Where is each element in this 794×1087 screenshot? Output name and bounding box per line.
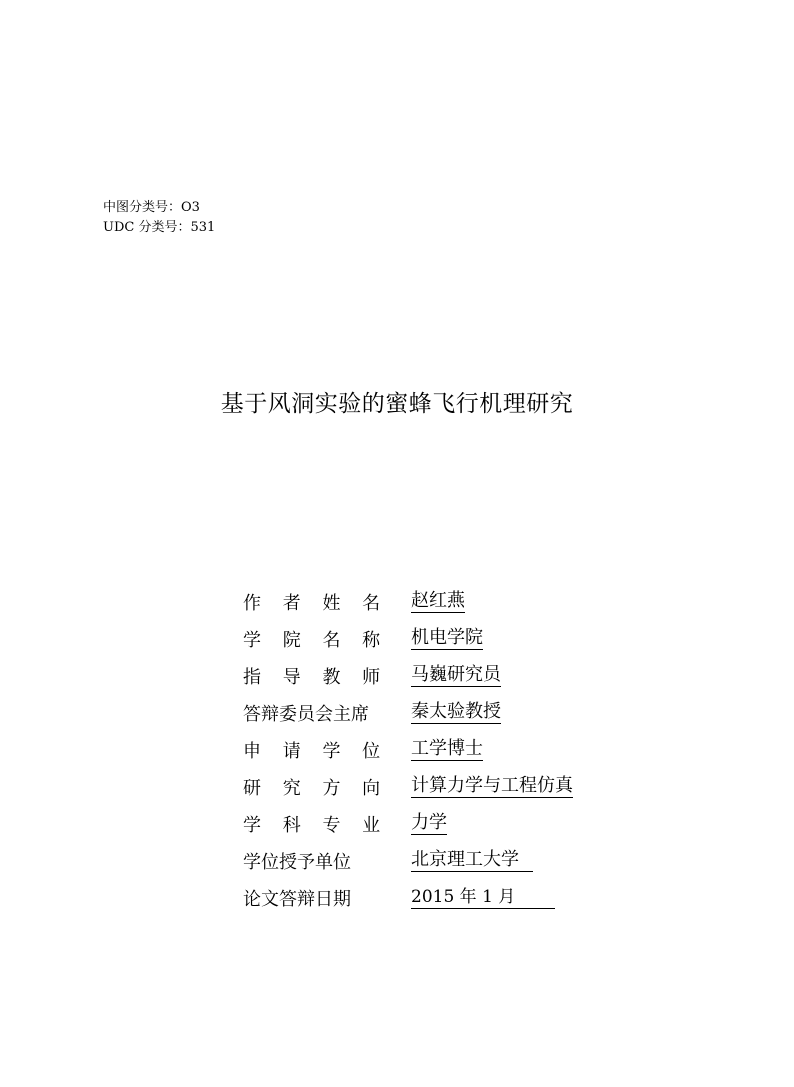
author-value: 赵红燕 bbox=[411, 589, 465, 611]
committee-chair-label: 答辩委员会主席 bbox=[243, 703, 369, 725]
info-row-degree-grantor bbox=[243, 842, 573, 879]
info-row-degree bbox=[243, 731, 573, 768]
info-row-defense-date bbox=[243, 879, 573, 916]
info-row-committee-chair bbox=[243, 694, 573, 731]
thesis-title: 基于风洞实验的蜜蜂飞行机理研究 bbox=[220, 391, 574, 417]
school-label: 学 院 名 称 bbox=[243, 629, 389, 651]
thesis-info-table bbox=[243, 583, 573, 916]
clc-classification-number: 中图分类号：O3 bbox=[103, 200, 200, 215]
info-row-research-direction bbox=[243, 768, 573, 805]
defense-date-label: 论文答辩日期 bbox=[243, 888, 351, 910]
degree-grantor-label: 学位授予单位 bbox=[243, 851, 351, 873]
school-value: 机电学院 bbox=[411, 626, 483, 648]
advisor-label: 指 导 教 师 bbox=[243, 666, 389, 688]
udc-classification-number: UDC 分类号：531 bbox=[103, 220, 216, 235]
research-direction-label: 研 究 方 向 bbox=[243, 777, 389, 799]
degree-grantor-value: 北京理工大学 bbox=[411, 850, 533, 872]
info-row-major bbox=[243, 805, 573, 842]
research-direction-value: 计算力学与工程仿真 bbox=[411, 774, 573, 796]
advisor-value: 马巍研究员 bbox=[411, 663, 501, 685]
major-label: 学 科 专 业 bbox=[243, 814, 389, 836]
degree-label: 申 请 学 位 bbox=[243, 740, 389, 762]
committee-chair-value: 秦太验教授 bbox=[411, 700, 501, 722]
defense-date-value: 2015 年 1 月 bbox=[411, 887, 555, 909]
degree-value: 工学博士 bbox=[411, 737, 483, 759]
author-label: 作 者 姓 名 bbox=[243, 592, 389, 614]
info-row-school bbox=[243, 620, 573, 657]
info-row-author bbox=[243, 583, 573, 620]
info-row-advisor bbox=[243, 657, 573, 694]
classification-block bbox=[103, 198, 215, 238]
major-value: 力学 bbox=[411, 811, 447, 833]
